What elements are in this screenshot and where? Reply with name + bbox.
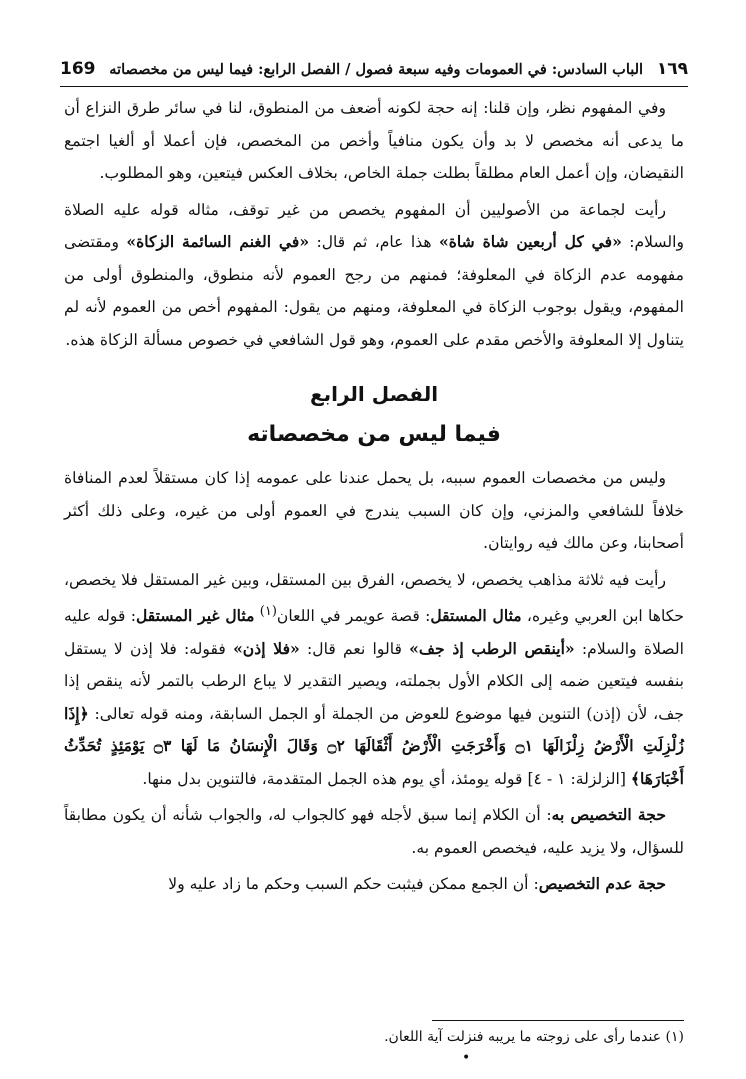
paragraph-1: وفي المفهوم نظر، وإن قلنا: إنه حجة لكونه أضعف من المنطوق، لنا في سائر طرق النزاع أن ما يدعى أنه مخصص لا بد وأن يكون منافياً وأخص من المخصص، فإن أعملا أو ألغيا اجتمع النقيضان، وإن أعمل العام مطلقاً بطلت جملة الخاص، بخلاف العكس فيتعين، وهو المطلوب. [64, 99, 684, 182]
page-number-latin: 169 [60, 59, 96, 79]
argument-label: حجة التخصيص به [551, 805, 666, 825]
hadith-quote: «أينقص الرطب إذ جف» [409, 638, 575, 658]
hadith-quote: «فلا إذن» [233, 638, 300, 658]
example-label: مثال غير المستقل [135, 606, 255, 626]
paragraph-5: حجة التخصيص به: أن الكلام إنما سبق لأجله فهو كالجواب له، والجواب شأنه أن يكون مطابقاً للسؤال، ولا يزيد عليه، فيخصص العموم به. [64, 805, 684, 857]
footnote-marker: (١) [259, 604, 277, 619]
paragraph-3: وليس من مخصصات العموم سببه، بل يحمل عندنا على عمومه إذا كان مستقلاً لعدم المنافاة خلافاً للشافعي والمزني، وإن كان السبب يندرج في العموم أولى من غيره، وعلى ذلك أكثر أصحابنا، وعن مالك فيه روايتان. [64, 469, 684, 552]
paragraph-6: حجة عدم التخصيص: أن الجمع ممكن فيثبت حكم السبب وحكم ما زاد عليه ولا [168, 874, 666, 894]
running-title: الباب السادس: في العمومات وفيه سبعة فصول / الفصل الرابع: فيما ليس من مخصصاته [109, 60, 644, 78]
paragraph-2: رأيت لجماعة من الأصوليين أن المفهوم يخصص من غير توقف، مثاله قوله عليه الصلاة والسلام: «في كل أربعين شاة شاة» هذا عام، ثم قال: «في الغنم السائمة الزكاة» ومقتضى مفهومه عدم الزكاة في المعلوفة؛ فمنهم من رجح العموم لأنه منطوق، والمنطوق أولى من المفهوم، ويقول بوجوب الزكاة في المعلوفة، ومنهم من يقول: المفهوم أخص من العموم لأنه لم يتناول إلا المعلوفة والأخص مقدم على العموم، وهو قول الشافعي في خصوص مسألة الزكاة هذه. [64, 200, 684, 349]
footnote: (١) عندما رأى على زوجته ما يريبه فنزلت آية اللعان. [384, 1029, 684, 1045]
page-dot: • [462, 1050, 471, 1066]
hadith-quote: «في الغنم السائمة الزكاة» [126, 232, 310, 251]
argument-label: حجة عدم التخصيص [538, 874, 666, 894]
page-body [64, 92, 684, 905]
footnote-divider [432, 1020, 684, 1021]
hadith-quote: «في كل أربعين شاة شاة» [439, 232, 622, 251]
example-label: مثال المستقل [430, 606, 522, 626]
quran-verse: ﴿إِذَا زُلْزِلَتِ الْأَرْضُ زِلْزَالَهَا ۝١ وَأَخْرَجَتِ الْأَرْضُ أَثْقَالَهَا ۝٢ وَقَالَ الْإِنسَانُ مَا لَهَا ۝٣ يَوْمَئِذٍ تُحَدِّثُ أَخْبَارَهَا﴾ [64, 703, 684, 788]
running-header [60, 52, 688, 87]
page-number-arabic: ١٦٩ [656, 59, 688, 79]
chapter-subheading: فيما ليس من مخصصاته [247, 422, 501, 447]
chapter-heading: الفصل الرابع [309, 382, 439, 406]
paragraph-4: رأيت فيه ثلاثة مذاهب يخصص، لا يخصص، الفرق بين المستقل، وبين غير المستقل فلا يخصص، حكاها ابن العربي وغيره، مثال المستقل: قصة عويمر في اللعان$^{(١)}$ مثال غير المستقل: قوله عليه الصلاة والسلام: «أينقص الرطب إذ جف» قالوا نعم قال: «فلا إذن» فقوله: فلا إذن لا يستقل بنفسه فيتعين ضمه إلى الكلام الأول بجملته، ويصير التقدير لا يباع الرطب بالتمر لأنه ينقص إذا جف، لأن (إذن) التنوين فيها موضوع للعوض من الجملة أو الجمل السابقة، ومنه قوله تعالى: ﴿إِذَا زُلْزِلَتِ الْأَرْضُ زِلْزَالَهَا ۝١ وَأَخْرَجَتِ الْأَرْضُ أَثْقَالَهَا ۝٢ وَقَالَ الْإِنسَانُ مَا لَهَا ۝٣ يَوْمَئِذٍ تُحَدِّثُ أَخْبَارَهَا﴾ [الزلزلة: ١ - ٤] قوله يومئذ، أي يوم هذه الجمل المتقدمة، فالتنوين بدل منها. [64, 570, 685, 788]
